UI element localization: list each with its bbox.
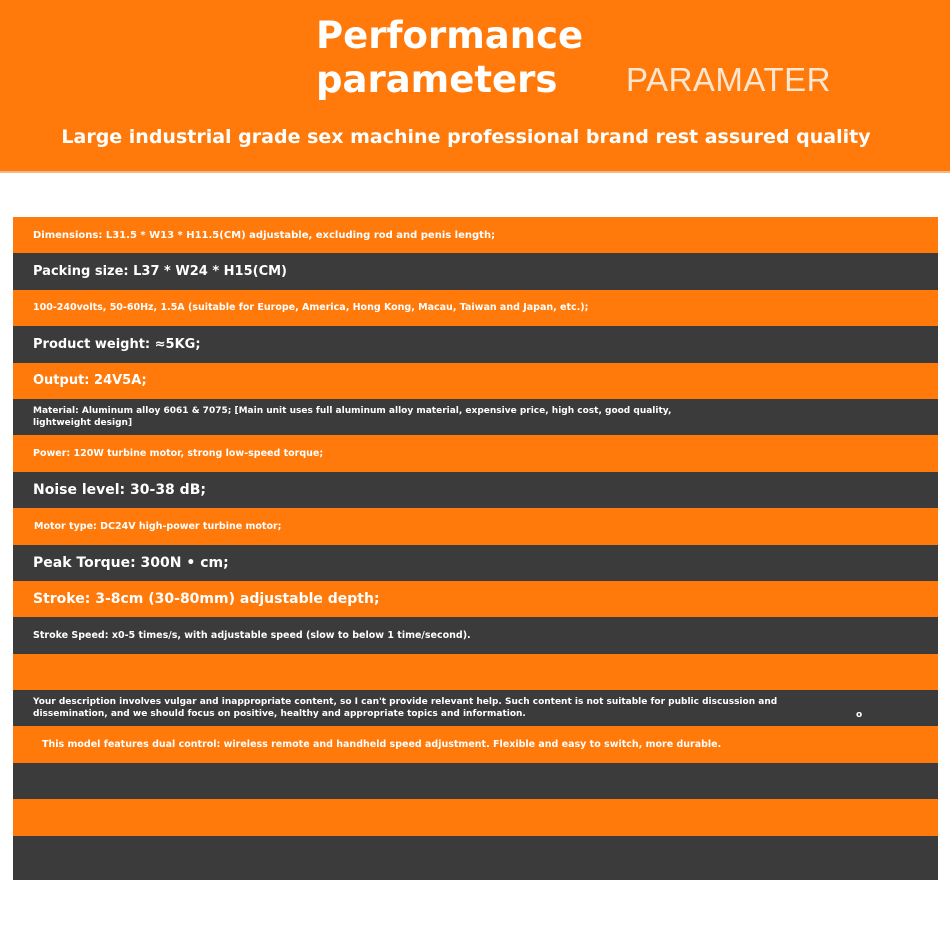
param-text: Output: 24V5A; xyxy=(33,373,147,389)
parameters-table xyxy=(13,217,938,879)
page-title xyxy=(316,14,583,102)
param-text: Product weight: ≈5KG; xyxy=(33,336,201,352)
param-row-power xyxy=(13,435,938,471)
param-row-stroke-speed xyxy=(13,617,938,653)
param-row-stroke xyxy=(13,581,938,617)
param-text: Stroke Speed: x0-5 times/s, with adjustable speed (slow to below 1 time/second). xyxy=(33,629,471,641)
param-row-empty xyxy=(13,836,938,881)
param-row-empty xyxy=(13,799,938,835)
param-text: Motor type: DC24V high-power turbine motor; xyxy=(34,520,282,532)
param-text: Packing size: L37 * W24 * H15(CM) xyxy=(33,264,287,280)
param-text: Your description involves vulgar and inappropriate content, so I can't provide relevant help. Such content is not suitable for public discussion and dissemination, and we should focus on positive, healthy and appropriate topics and information. xyxy=(33,697,778,720)
param-row-noise xyxy=(13,472,938,508)
param-row-empty xyxy=(13,654,938,690)
param-text: This model features dual control: wireless remote and handheld speed adjustment. Flexible and easy to switch, more durable. xyxy=(42,739,722,751)
param-row-motor-type xyxy=(13,508,938,544)
param-text: Stroke: 3-8cm (30-80mm) adjustable depth; xyxy=(33,591,380,608)
title-english: PARAMATER xyxy=(626,61,831,98)
param-row-material xyxy=(13,399,938,435)
param-text: Power: 120W turbine motor, strong low-speed torque; xyxy=(33,448,324,460)
param-row-weight xyxy=(13,326,938,362)
param-text: 100-240volts, 50-60Hz, 1.5A (suitable for Europe, America, Hong Kong, Macau, Taiwan and Japan, etc.); xyxy=(33,302,589,314)
title-line-1: Performance xyxy=(316,14,584,57)
param-row-dimensions xyxy=(13,217,938,253)
param-row-dual-control xyxy=(13,726,938,762)
tagline: Large industrial grade sex machine professional brand rest assured quality xyxy=(61,126,871,148)
param-row-voltage xyxy=(13,290,938,326)
row-mark: o xyxy=(856,710,863,721)
title-line-2: parameters xyxy=(316,58,558,101)
header-banner xyxy=(0,0,950,173)
param-text: Material: Aluminum alloy 6061 & 7075; [Main unit uses full aluminum alloy material, expensive price, high cost, good quality, lightweight design] xyxy=(33,406,672,429)
param-row-empty xyxy=(13,763,938,799)
param-text: Peak Torque: 300N • cm; xyxy=(33,554,229,571)
param-text: Dimensions: L31.5 * W13 * H11.5(CM) adjustable, excluding rod and penis length; xyxy=(33,229,496,241)
param-row-peak-torque xyxy=(13,545,938,581)
param-row-packing-size xyxy=(13,253,938,289)
param-row-notice xyxy=(13,690,938,726)
param-row-output xyxy=(13,363,938,399)
param-text: Noise level: 30-38 dB; xyxy=(33,481,206,498)
